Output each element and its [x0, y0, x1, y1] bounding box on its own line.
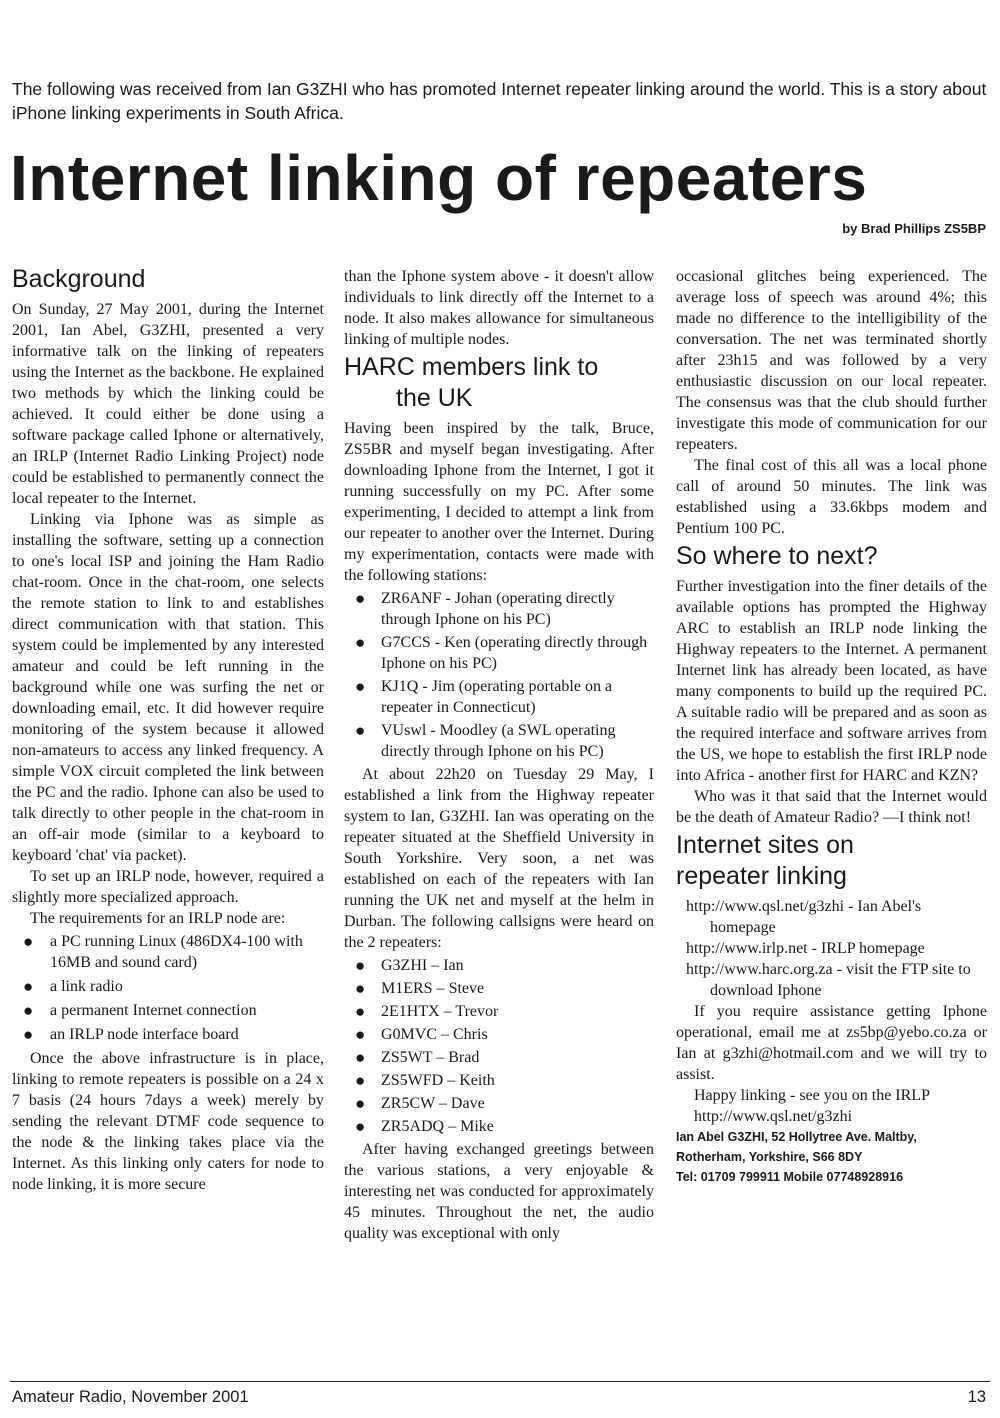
list-item: ● 2E1HTX – Trevor: [355, 1002, 499, 1021]
paragraph: Linking via Iphone was as simple as installing the software, setting up a connection to one's local ISP and joining the Ham Radio chat-room. Once in the chat-room, one selects the remote station to link to and establishes direct communication with that station. This system could be implemented by any interested amateur and could be left running in the background while one was surfing the net or downloading email, etc. It did however require monitoring of the system because it allowed non-amateurs to access any linked frequency. A simple VOX circuit completed the link between the PC and the radio. Iphone can also be used to talk directly to other people in the chat-room in an off-air mode (similar to a keyboard to keyboard 'chat' via packet).: [12, 511, 324, 864]
links-list: [676, 896, 987, 1001]
list-item: ● ZR6ANF - Johan (operating directly through Iphone on his PC): [355, 589, 615, 628]
bullet-icon: ●: [355, 589, 366, 608]
footer-rule: [10, 1381, 990, 1382]
list-item: ● G7CCS - Ken (operating directly through Iphone on his PC): [355, 633, 648, 672]
page-number: 13: [967, 1388, 986, 1406]
list-item: ● VUswl - Moodley (a SWL operating directly through Iphone on his PC): [355, 721, 616, 760]
paragraph: Who was it that said that the Internet would be the death of Amateur Radio? —I think not!: [676, 788, 987, 826]
bullet-icon: ●: [355, 1002, 366, 1021]
bullet-icon: ●: [355, 979, 366, 998]
bullet-icon: ●: [355, 721, 366, 740]
link-item: http://www.qsl.net/g3zhi - Ian Abel's homepage: [686, 898, 922, 936]
list-item: ● a permanent Internet connection: [23, 1001, 257, 1020]
column-2: [344, 266, 654, 1244]
bullet-icon: ●: [355, 956, 366, 975]
bullet-icon: ●: [23, 932, 34, 951]
link-item: http://www.irlp.net - IRLP homepage: [686, 940, 925, 957]
contact-phone: Tel: 01709 799911 Mobile 07748928916: [676, 1170, 904, 1184]
list-item: ● ZS5WT – Brad: [355, 1048, 480, 1067]
footer-publication: Amateur Radio, November 2001: [12, 1388, 249, 1406]
paragraph: Once the above infrastructure is in place, linking to remote repeaters is possible on a 24 x 7 basis (24 hours 7days a week) merely by sending the relevant DTMF code sequence to the node & the linking takes place via the Internet. As this linking only caters for node to node linking, it is more secure: [12, 1050, 324, 1193]
column-3: [676, 266, 987, 1187]
paragraph: To set up an IRLP node, however, required a slightly more specialized approach.: [12, 868, 324, 906]
heading-background: Background: [12, 265, 146, 293]
paragraph: After having exchanged greetings between the various stations, a very enjoyable & interesting net was conducted for approximately 45 minutes. Throughout the net, the audio quality was exceptional with only: [344, 1141, 654, 1242]
paragraph: occasional glitches being experienced. The average loss of speech was around 4%; this made no difference to the intelligibility of the conversation. The net was terminated shortly after 23h15 and was followed by a very enthusiastic discussion on our local repeater. The consensus was that the club should further investigate this mode of communication for our repeaters.: [676, 268, 987, 453]
closing-line: Happy linking - see you on the IRLP: [694, 1087, 930, 1104]
list-item: ● KJ1Q - Jim (operating portable on a repeater in Connecticut): [355, 677, 613, 716]
bullet-icon: ●: [355, 1071, 366, 1090]
list-item: ● an IRLP node interface board: [23, 1025, 239, 1044]
list-item: ● ZS5WFD – Keith: [355, 1071, 495, 1090]
list-item: ● G3ZHI – Ian: [355, 956, 464, 975]
link-item: http://www.harc.org.za - visit the FTP site to download Iphone: [686, 961, 971, 999]
bullet-icon: ●: [23, 977, 34, 996]
column-1: [12, 262, 324, 1195]
bullet-icon: ●: [355, 677, 366, 696]
callsigns-list: [344, 955, 654, 1137]
heading-where-next: So where to next?: [676, 542, 878, 570]
paragraph: Having been inspired by the talk, Bruce, ZS5BR and myself began investigating. After downloading Iphone from the Internet, I got it running successfully on my PC. After some experimenting, I decided to attempt a link from our repeater to another over the Internet. During my experimentation, contacts were made with the following stations:: [344, 420, 654, 584]
paragraph: The final cost of this all was a local phone call of around 50 minutes. The link was established using a 33.6kbps modem and Pentium 100 PC.: [676, 457, 987, 537]
contacts-list: [344, 588, 654, 762]
paragraph: Further investigation into the finer details of the available options has prompted the Highway ARC to establish an IRLP node linking the Highway repeaters to the Internet. A permanent Internet link has already been located, as have many components to build up the required PC. A suitable radio will be prepared and as soon as the required interface and software arrives from the US, we hope to establish the first IRLP node into Africa - another first for HARC and KZN?: [676, 578, 987, 784]
heading-internet-sites: Internet sites on repeater linking: [676, 831, 854, 890]
closing-url: http://www.qsl.net/g3zhi: [694, 1108, 853, 1125]
list-item: ● M1ERS – Steve: [355, 979, 485, 998]
article-title: Internet linking of repeaters: [10, 142, 868, 214]
bullet-icon: ●: [355, 1117, 366, 1136]
paragraph: The requirements for an IRLP node are:: [30, 910, 286, 927]
bullet-icon: ●: [355, 1025, 366, 1044]
list-item: ● G0MVC – Chris: [355, 1025, 488, 1044]
address-line: Rotherham, Yorkshire, S66 8DY: [676, 1150, 863, 1164]
paragraph: If you require assistance getting Iphone operational, email me at zs5bp@yebo.co.za or Ian at g3zhi@hotmail.com and we will try to assist.: [676, 1003, 987, 1083]
bullet-icon: ●: [23, 1001, 34, 1020]
requirements-list: [12, 931, 324, 1045]
list-item: ● a link radio: [23, 977, 123, 996]
address-line: Ian Abel G3ZHI, 52 Hollytree Ave. Maltby,: [676, 1130, 917, 1144]
list-item: ● ZR5CW – Dave: [355, 1094, 485, 1113]
bullet-icon: ●: [355, 1094, 366, 1113]
paragraph: At about 22h20 on Tuesday 29 May, I established a link from the Highway repeater system to Ian, G3ZHI. Ian was operating on the repeater situated at the Sheffield University in South Yorkshire. Very soon, a net was established on each of the repeaters with Ian running the UK net and myself at the helm in Durban. The following callsigns were heard on the 2 repeaters:: [344, 766, 654, 951]
list-item: ● ZR5ADQ – Mike: [355, 1117, 494, 1136]
bullet-icon: ●: [355, 633, 366, 652]
paragraph: than the Iphone system above - it doesn't allow individuals to link directly off the Internet to a node. It also makes allowance for simultaneous linking of multiple nodes.: [344, 268, 654, 348]
paragraph: On Sunday, 27 May 2001, during the Internet 2001, Ian Abel, G3ZHI, presented a very informative talk on the linking of repeaters using the Internet as the backbone. He explained two methods by which the linking could be achieved. It could either be done using a software package called Iphone or alternatively, an IRLP (Internet Radio Linking Project) node could be established to permanently connect the local repeater to the Internet.: [12, 301, 324, 507]
intro-text: The following was received from Ian G3ZHI who has promoted Internet repeater linking around the world. This is a story about iPhone linking experiments in South Africa.: [12, 79, 987, 123]
bullet-icon: ●: [355, 1048, 366, 1067]
byline: by Brad Phillips ZS5BP: [842, 221, 986, 236]
heading-harc-members: HARC members link to the UK: [344, 353, 599, 412]
list-item: ● a PC running Linux (486DX4-100 with 16MB and sound card): [23, 932, 303, 971]
bullet-icon: ●: [23, 1025, 34, 1044]
